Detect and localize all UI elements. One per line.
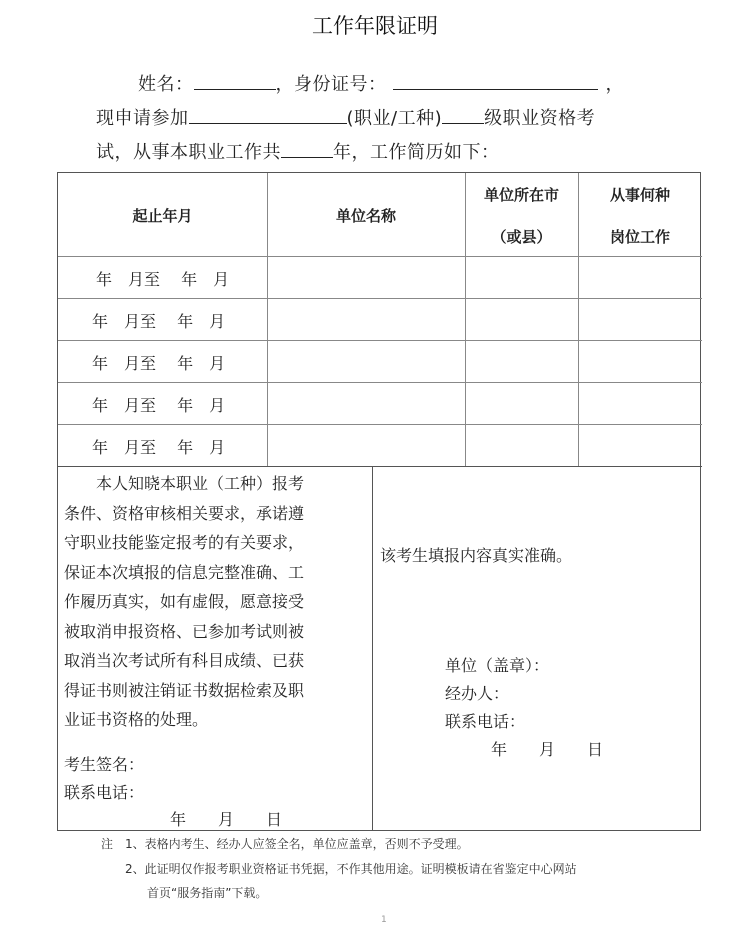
row-divider xyxy=(58,340,702,341)
header-unit-city-line1: 单位所在市 xyxy=(483,186,559,204)
header-position-line2: 岗位工作 xyxy=(609,228,670,246)
row-period[interactable]: 年 月至 年 月 xyxy=(92,312,226,331)
row-divider xyxy=(58,298,702,299)
intro-line-3 xyxy=(96,138,500,164)
row-period[interactable]: 年 月至 年 月 xyxy=(92,396,226,415)
resume-text: 年，工作简历如下： xyxy=(333,142,500,163)
row-period[interactable]: 年 月至 年 月 xyxy=(96,270,230,289)
unit-seal-label[interactable]: 单位（盖章）： xyxy=(445,656,550,675)
years-text: 试，从事本职业工作共 xyxy=(96,142,281,163)
header-position-line1: 从事何种 xyxy=(609,186,670,204)
header-period: 起止年月 xyxy=(132,207,193,225)
pledge-line: 取消当次考试所有科目成绩、已获 xyxy=(64,651,305,670)
col-divider xyxy=(578,173,579,466)
separator: ， xyxy=(605,74,624,95)
note-1: 1、表格内考生、经办人应签全名，单位应盖章，否则不予受理。 xyxy=(125,837,469,851)
level-text: 级职业资格考 xyxy=(484,108,596,129)
handler-label[interactable]: 经办人： xyxy=(445,684,510,703)
occupation-label: (职业/工种) xyxy=(346,108,443,129)
pledge-line: 作履历真实，如有虚假，愿意接受 xyxy=(64,592,305,611)
row-divider xyxy=(58,466,702,467)
candidate-phone-label[interactable]: 联系电话： xyxy=(64,783,145,802)
unit-date[interactable]: 年 月 日 xyxy=(491,740,604,759)
pledge-line: 条件、资格审核相关要求，承诺遵 xyxy=(64,503,305,523)
header-unit-city-line2: （或县） xyxy=(491,228,552,246)
row-period[interactable]: 年 月至 年 月 xyxy=(92,438,226,457)
unit-phone-label[interactable]: 联系电话： xyxy=(445,712,526,731)
verification-statement: 该考生填报内容真实准确。 xyxy=(380,546,573,565)
col-divider xyxy=(372,466,373,830)
occupation-blank[interactable] xyxy=(189,105,347,124)
pledge-line: 本人知晓本职业（工种）报考 xyxy=(64,474,305,493)
intro-line-2 xyxy=(96,104,595,130)
col-divider xyxy=(465,173,466,466)
years-blank[interactable] xyxy=(281,139,333,158)
note-2-line2: 首页“服务指南”下载。 xyxy=(147,886,268,900)
separator: ， xyxy=(275,74,294,95)
id-number-blank[interactable] xyxy=(393,71,598,90)
row-period[interactable]: 年 月至 年 月 xyxy=(92,354,226,373)
row-divider xyxy=(58,382,702,383)
level-blank[interactable] xyxy=(442,105,484,124)
name-label: 姓名： xyxy=(138,74,194,95)
candidate-date[interactable]: 年 月 日 xyxy=(170,810,283,829)
id-label: 身份证号： xyxy=(294,74,387,95)
note-2-line1: 2、此证明仅作报考职业资格证书凭据，不作其他用途。证明模板请在省鉴定中心网站 xyxy=(125,862,577,876)
pledge-line: 保证本次填报的信息完整准确、工 xyxy=(64,562,305,582)
work-history-table xyxy=(57,172,701,831)
pledge-line: 得证书则被注销证书数据检索及职 xyxy=(64,680,305,700)
page-number: 1 xyxy=(381,915,387,925)
intro-line-1 xyxy=(138,70,624,96)
pledge-line: 被取消申报资格、已参加考试则被 xyxy=(64,621,305,641)
row-divider xyxy=(58,424,702,425)
header-unit-name: 单位名称 xyxy=(335,207,396,225)
pledge-line: 业证书资格的处理。 xyxy=(64,710,209,729)
document-title: 工作年限证明 xyxy=(312,14,438,38)
note-prefix: 注 xyxy=(101,837,114,851)
pledge-line: 守职业技能鉴定报考的有关要求， xyxy=(64,533,305,552)
apply-text: 现申请参加 xyxy=(96,108,189,129)
candidate-signature-label[interactable]: 考生签名： xyxy=(64,755,145,774)
pledge-text xyxy=(64,469,369,735)
name-blank[interactable] xyxy=(194,71,276,90)
row-divider xyxy=(58,256,702,257)
